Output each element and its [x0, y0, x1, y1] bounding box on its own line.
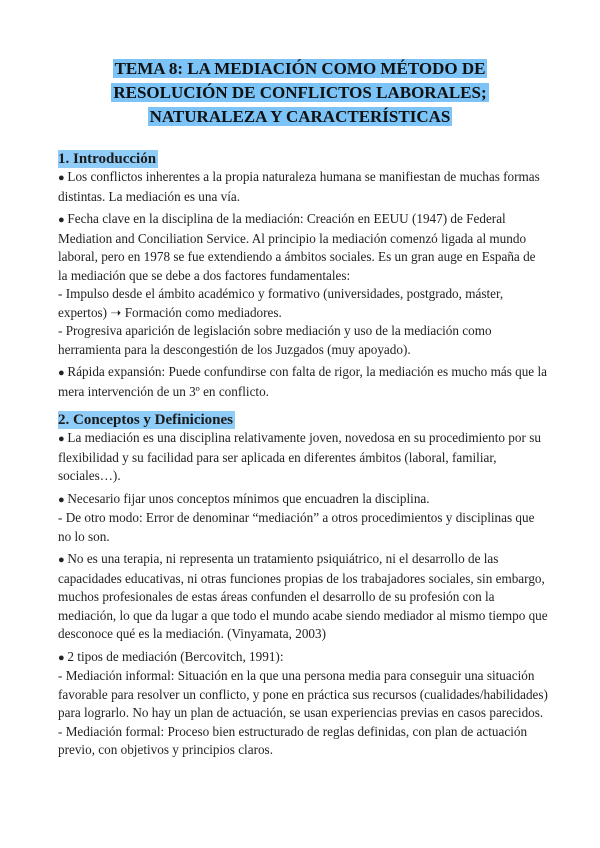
section-heading: 1. Introducción: [58, 151, 157, 167]
title-line-3: NATURALEZA Y CARACTERÍSTICAS: [149, 107, 451, 126]
section-conceptos: [58, 411, 548, 760]
paragraph: - Mediación formal: Proceso bien estructurado de reglas definidas, con plan de actuación previo, con objetivos y principios claros.: [58, 723, 528, 757]
paragraph: - Impulso desde el ámbito académico y formativo (universidades, postgrado, máster, expertos) ➝ Formación como mediadores.: [58, 286, 504, 320]
section-heading: 2. Conceptos y Definiciones: [58, 412, 233, 428]
paragraph: - De otro modo: Error de denominar “mediación” a otros procedimientos y disciplinas que no lo son.: [58, 510, 535, 544]
document-body: [58, 150, 548, 760]
paragraph: ● La mediación es una disciplina relativamente joven, novedosa en su procedimiento por su flexibilidad y su facilidad para ser aplicada en diferentes ámbitos (laboral, familiar, sociales…).: [58, 429, 548, 486]
paragraph: ● Fecha clave en la disciplina de la mediación: Creación en EEUU (1947) de Federal Mediation and Conciliation Service. Al principio la mediación comenzó ligada al mundo laboral, pero en 1978 se fue extendiendo a ámbitos sociales. Es un gran auge en España de la mediación que se debe a dos factores fundamentales:: [58, 210, 548, 285]
paragraph: ● Rápida expansión: Puede confundirse con falta de rigor, la mediación es mucho más que la mera intervención de un 3º en conflicto.: [58, 363, 548, 401]
paragraph: - Mediación informal: Situación en la que una persona media para conseguir una situación favorable para resolver un conflicto, y pone en práctica sus recursos (cualidades/habilidades) para lograrlo. No hay un plan de actuación, se usan experiencias previas en casos parecidos.: [58, 668, 548, 720]
paragraph: ● 2 tipos de mediación (Bercovitch, 1991):: [58, 648, 548, 668]
paragraph: ● Los conflictos inherentes a la propia naturaleza humana se manifiestan de muchas formas distintas. La mediación es una vía.: [58, 168, 548, 206]
paragraph: - Progresiva aparición de legislación sobre mediación y uso de la mediación como herramienta para la descongestión de los Juzgados (muy apoyado).: [58, 323, 492, 357]
title-line-2: RESOLUCIÓN DE CONFLICTOS LABORALES;: [113, 83, 487, 102]
paragraph: ● No es una terapia, ni representa un tratamiento psiquiátrico, ni el desarrollo de las capacidades educativas, ni otras funciones propias de los trabajadores sociales, sin embargo, muchos profesionales de estas áreas confunden el desarrollo de su profesión con la mediación, lo que da lugar a que todo el mundo acabe siendo mediador al mismo tiempo que desconoce qué es la mediación. (Vinyamata, 2003): [58, 550, 548, 644]
title-line-1: TEMA 8: LA MEDIACIÓN COMO MÉTODO DE: [114, 59, 486, 78]
section-introduccion: [58, 150, 548, 401]
document-title: [60, 57, 540, 129]
paragraph: ● Necesario fijar unos conceptos mínimos que encuadren la disciplina.: [58, 490, 548, 510]
